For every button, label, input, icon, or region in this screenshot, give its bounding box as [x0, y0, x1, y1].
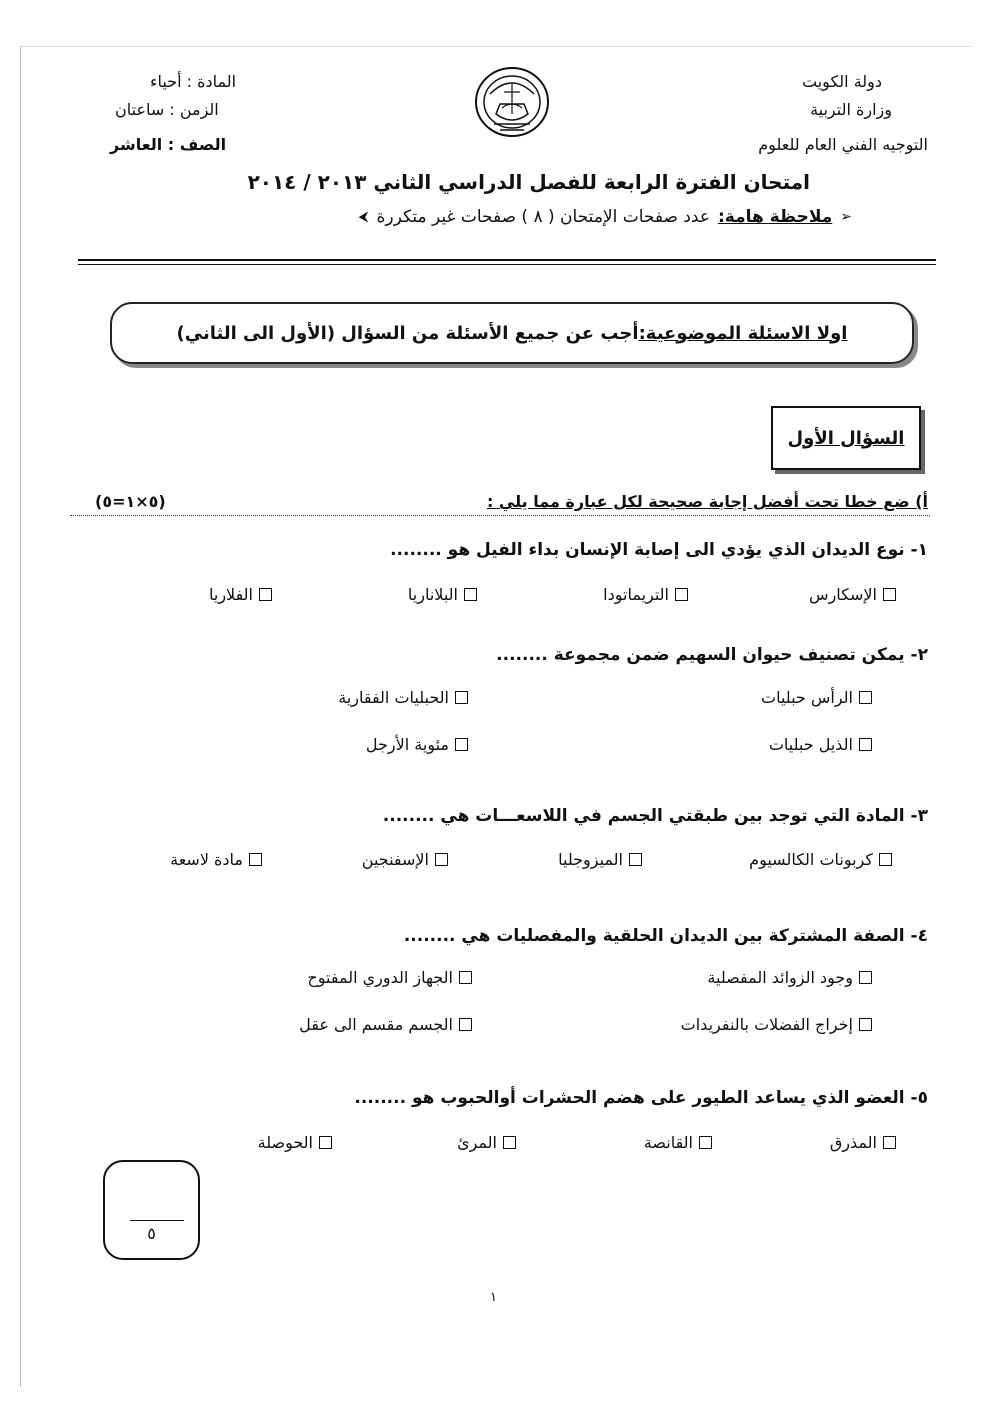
question-item-4: ٤- الصفة المشتركة بين الديدان الحلقية والمفصليات هي ........ [403, 926, 928, 946]
exam-note [359, 207, 852, 227]
header-divider [78, 259, 936, 261]
option-3a[interactable]: كربونات الكالسيوم [749, 850, 892, 869]
header-grade: الصف : العاشر [110, 135, 227, 154]
option-5d[interactable]: الحوصلة [258, 1133, 332, 1152]
kuwait-emblem-icon [470, 64, 554, 144]
question-marks: (٥×١=٥) [95, 492, 166, 511]
option-5b[interactable]: القانصة [644, 1133, 712, 1152]
checkbox-icon[interactable] [319, 1136, 332, 1149]
header-subject: المادة : أحياء [150, 72, 237, 91]
option-4b[interactable]: الجهاز الدوري المفتوح [307, 968, 472, 987]
instruction-divider [70, 515, 930, 516]
checkbox-icon[interactable] [699, 1136, 712, 1149]
header-divider-thin [78, 264, 936, 265]
note-label: ملاحظة هامة: [717, 207, 833, 227]
option-2b[interactable]: الحبليات الفقارية [338, 688, 468, 707]
grade-box [103, 1160, 200, 1260]
question-instruction: أ) ضع خطا تحت أفضل إجابة صحيحة لكل عبارة مما يلي : [486, 492, 928, 511]
option-2d[interactable]: مئوية الأرجل [366, 735, 468, 754]
checkbox-icon[interactable] [455, 738, 468, 751]
question-title: السؤال الأول [787, 427, 905, 449]
option-3d[interactable]: مادة لاسعة [170, 850, 262, 869]
header-duration: الزمن : ساعتان [115, 100, 219, 119]
exam-title: امتحان الفترة الرابعة للفصل الدراسي الثاني ٢٠١٣ / ٢٠١٤ [247, 170, 810, 194]
checkbox-icon[interactable] [503, 1136, 516, 1149]
option-4a[interactable]: وجود الزوائد المفصلية [707, 968, 872, 987]
option-3c[interactable]: الإسفنجين [362, 850, 448, 869]
section-text: أجب عن جميع الأسئلة من السؤال (الأول الى الثاني) [176, 322, 639, 344]
option-1c[interactable]: البلاناريا [408, 585, 477, 604]
option-4c[interactable]: إخراج الفضلات بالنفريدات [681, 1015, 872, 1034]
option-1d[interactable]: الفلاريا [209, 585, 272, 604]
note-arrow-icon: ➢ [840, 209, 852, 225]
checkbox-icon[interactable] [675, 588, 688, 601]
grade-value: ٥ [147, 1224, 156, 1243]
grade-line [130, 1220, 184, 1221]
checkbox-icon[interactable] [883, 1136, 896, 1149]
checkbox-icon[interactable] [859, 691, 872, 704]
question-item-5: ٥- العضو الذي يساعد الطيور على هضم الحشرات أوالحبوب هو ........ [354, 1088, 928, 1108]
option-1b[interactable]: التريماتودا [603, 585, 688, 604]
checkbox-icon[interactable] [459, 1018, 472, 1031]
question-item-2: ٢- يمكن تصنيف حيوان السهيم ضمن مجموعة ........ [496, 645, 928, 665]
option-2c[interactable]: الذيل حبليات [769, 735, 872, 754]
checkbox-icon[interactable] [859, 1018, 872, 1031]
checkbox-icon[interactable] [859, 971, 872, 984]
checkbox-icon[interactable] [455, 691, 468, 704]
checkbox-icon[interactable] [859, 738, 872, 751]
page-number: ١ [490, 1290, 497, 1305]
section-label: اولا الاسئلة الموضوعية: [638, 322, 848, 344]
question-item-3: ٣- المادة التي توجد بين طبقتي الجسم في اللاسعـــات هي ........ [382, 806, 928, 826]
checkbox-icon[interactable] [879, 853, 892, 866]
checkbox-icon[interactable] [259, 588, 272, 601]
option-5c[interactable]: المرئ [457, 1133, 516, 1152]
checkbox-icon[interactable] [249, 853, 262, 866]
checkbox-icon[interactable] [435, 853, 448, 866]
header-country: دولة الكويت [802, 72, 882, 91]
checkbox-icon[interactable] [464, 588, 477, 601]
checkbox-icon[interactable] [629, 853, 642, 866]
note-text: عدد صفحات الإمتحان ( ٨ ) صفحات غير متكررة [376, 207, 710, 227]
section-banner [110, 302, 914, 364]
checkbox-icon[interactable] [883, 588, 896, 601]
question-title-box [771, 406, 921, 470]
option-3b[interactable]: الميزوجليا [558, 850, 642, 869]
option-4d[interactable]: الجسم مقسم الى عقل [299, 1015, 472, 1034]
question-item-1: ١- نوع الديدان الذي يؤدي الى إصابة الإنسان بداء الفيل هو ........ [390, 540, 928, 560]
option-5a[interactable]: المذرق [830, 1133, 896, 1152]
option-2a[interactable]: الرأس حبليات [761, 688, 872, 707]
header-ministry: وزارة التربية [810, 100, 892, 119]
note-arrow-end-icon: ⮜ [358, 209, 369, 225]
option-1a[interactable]: الإسكارس [809, 585, 896, 604]
header-department: التوجيه الفني العام للعلوم [758, 135, 928, 154]
checkbox-icon[interactable] [459, 971, 472, 984]
